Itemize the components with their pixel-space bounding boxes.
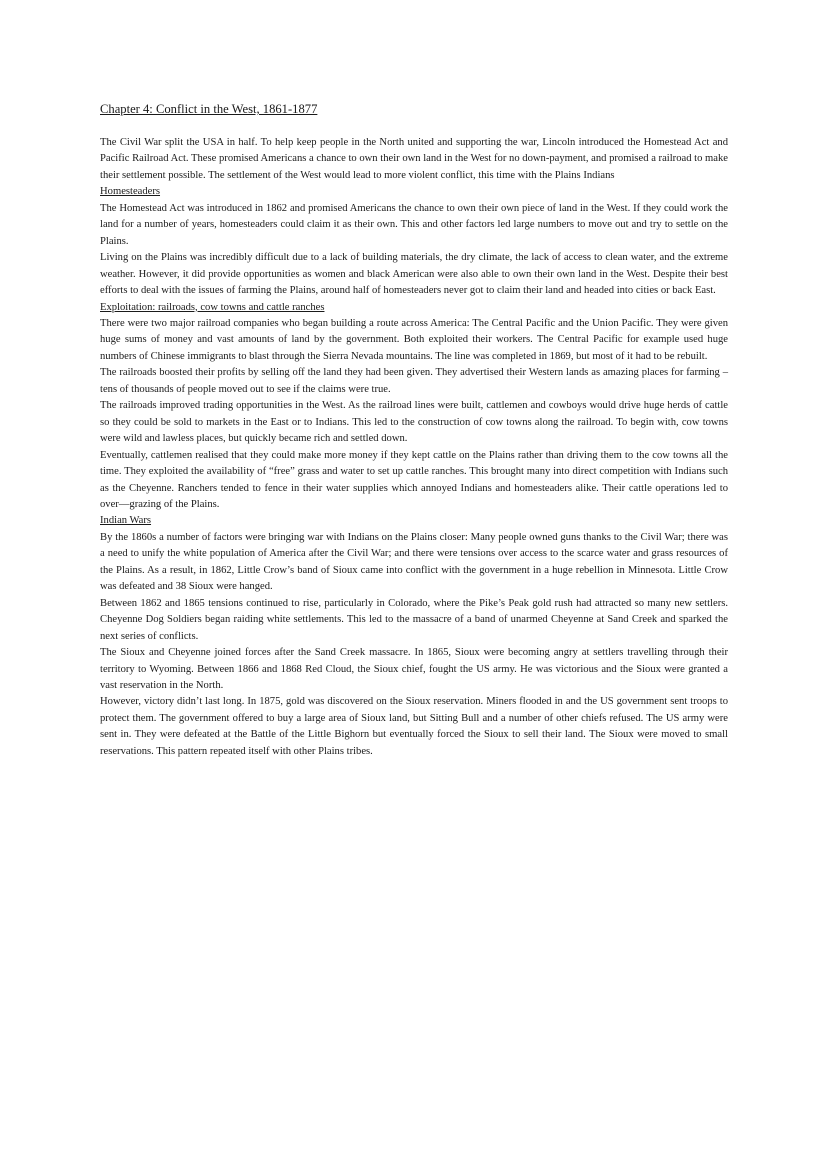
section-heading-exploitation: Exploitation: railroads, cow towns and cattle ranches	[100, 301, 325, 313]
paragraph: Living on the Plains was incredibly difficult due to a lack of building materials, the dry climate, the lack of access to clean water, and the extreme weather. However, it did provide opportunities as women and black American were also able to own their own land in the West. Despite their best efforts to deal with the issues of farming the Plains, around half of homesteaders never got to claim their land and headed into cities or back East.	[100, 252, 728, 297]
paragraph: By the 1860s a number of factors were bringing war with Indians on the Plains closer: Many people owned guns thanks to the Civil War; there was a need to unify the white population of America after the Civil War; and there were tensions over access to the scarce water and grass resources of the Plains. As a result, in 1862, Little Crow’s band of Sioux came into conflict with the government in a huge rebellion in Minnesota. Little Crow was defeated and 38 Sioux were hanged.	[100, 531, 728, 593]
section-heading-indian-wars: Indian Wars	[100, 515, 152, 527]
paragraph: Between 1862 and 1865 tensions continued to rise, particularly in Colorado, where the Pike’s Peak gold rush had attracted so many new settlers. Cheyenne Dog Soldiers began raiding white settlements. This led to the massacre of a band of unarmed Cheyenne at Sand Creek and sparked the next series of conflicts.	[100, 597, 728, 642]
chapter-title: Chapter 4: Conflict in the West, 1861-1877	[100, 102, 318, 116]
paragraph: The Homestead Act was introduced in 1862 and promised Americans the chance to own their own piece of land in the West. If they could work the land for a number of years, homesteaders could claim it as their own. This and other factors led large numbers to move out and try to settle on the Plains.	[100, 202, 728, 247]
document-page	[100, 101, 728, 760]
paragraph: There were two major railroad companies who began building a route across America: The Central Pacific and the Union Pacific. They were given huge sums of money and vast amounts of land by the government. Both exploited their workers. The Central Pacific for example used huge numbers of Chinese immigrants to blast through the Sierra Nevada mountains. The line was completed in 1869, but most of it had to be rebuilt.	[100, 317, 728, 362]
paragraph: The Sioux and Cheyenne joined forces after the Sand Creek massacre. In 1865, Sioux were becoming angry at settlers travelling through their territory to Wyoming. Between 1866 and 1868 Red Cloud, the Sioux chief, fought the US army. He was victorious and the Sioux were granted a vast reservation in the North.	[100, 647, 728, 691]
paragraph: The railroads improved trading opportunities in the West. As the railroad lines were built, cattlemen and cowboys would drive huge herds of cattle so they could be sold to markets in the East or to Indians. This led to the construction of cow towns along the railroad. To begin with, cow towns were wild and lawless places, but quickly became rich and settled down.	[100, 400, 728, 445]
intro-paragraph: The Civil War split the USA in half. To help keep people in the North united and supporting the war, Lincoln introduced the Homestead Act and Pacific Railroad Act. These promised Americans a chance to own their own land in the West for no down-payment, and promised a railroad to make their settlement possible. The settlement of the West would lead to more violent conflict, this time with the Plains Indians	[100, 137, 728, 181]
paragraph: The railroads boosted their profits by selling off the land they had been given. They advertised their Western lands as amazing places for farming – tens of thousands of people moved out to see if the claims were true.	[100, 367, 728, 395]
paragraph: Eventually, cattlemen realised that they could make more money if they kept cattle on the Plains rather than driving them to the cow towns all the time. They exploited the availability of “free” grass and water to set up cattle ranches. This brought many into direct competition with Indians such as the Cheyenne. Ranchers tended to fence in their water supplies which annoyed Indians and homesteaders alike. Their cattle operations led to over—grazing of the Plains.	[100, 449, 728, 510]
paragraph: However, victory didn’t last long. In 1875, gold was discovered on the Sioux reservation. Miners flooded in and the US government sent troops to protect them. The government offered to buy a large area of Sioux land, but Sitting Bull and a number of other chiefs refused. The US army were sent in. They were defeated at the Battle of the Little Bighorn but eventually forced the Sioux to sell their land. The Sioux were moved to small reservations. This pattern repeated itself with other Plains tribes.	[100, 696, 728, 757]
section-heading-homesteaders: Homesteaders	[100, 186, 161, 198]
